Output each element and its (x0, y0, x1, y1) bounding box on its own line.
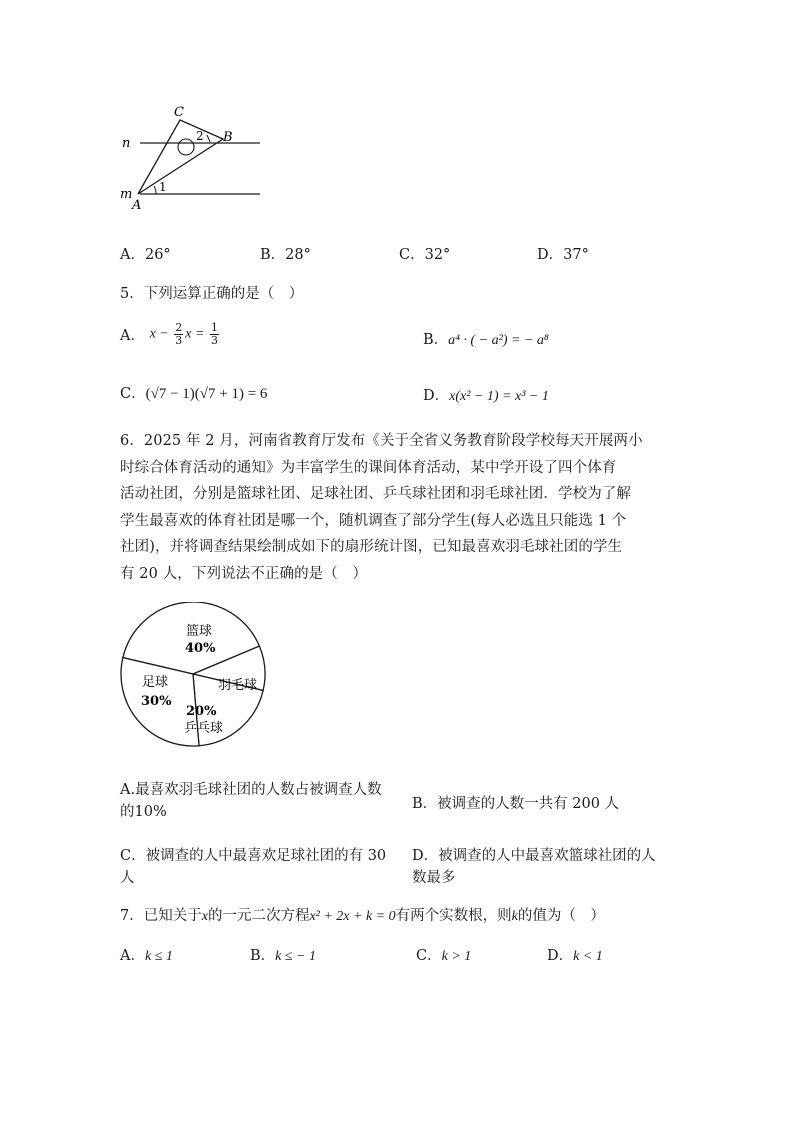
q5-option-d[interactable] (423, 384, 549, 405)
q7-option-c[interactable] (416, 944, 471, 965)
pie-label-badminton: 羽毛球 (218, 678, 258, 693)
option-expr: k < 1 (573, 949, 603, 964)
option-letter: B． (423, 332, 449, 348)
q6-line: 活动社团，分别是篮球社团、足球社团、乒乓球社团和羽毛球社团．学校为了解 (120, 486, 631, 502)
var-x: x (201, 909, 208, 924)
label-c: C (174, 105, 184, 120)
option-line: C．被调查的人中最喜欢足球社团的有 30 (120, 848, 387, 864)
angle-2-mark (207, 135, 210, 142)
pie-pct-pingpong: 20% (186, 704, 217, 719)
q6-option-a[interactable] (120, 779, 382, 823)
option-letter: D． (547, 948, 574, 964)
option-expr: k ≤ − 1 (275, 949, 317, 964)
q4-option-a[interactable] (120, 243, 171, 264)
option-expr: k ≤ 1 (144, 949, 173, 964)
option-letter: C． (416, 948, 442, 964)
option-line: 人 (120, 870, 135, 886)
q4-option-c[interactable] (399, 243, 450, 264)
pie-label-basketball: 篮球 (186, 624, 213, 639)
option-line: 数最多 (412, 870, 456, 886)
fraction-two-thirds: $\frac{2}{3}$ (175, 321, 183, 347)
equation: x² + 2x + k = 0 (309, 909, 396, 924)
option-letter: C． (399, 247, 425, 263)
q6-line: 社团)，并将调查结果绘制成如下的扇形统计图，已知最喜欢羽毛球社团的学生 (120, 539, 623, 555)
q6-line: 6．2025 年 2 月，河南省教育厅发布《关于全省义务教育阶段学校每天开展两小 (120, 433, 643, 449)
pie-chart (118, 602, 272, 752)
label-n: n (122, 136, 131, 151)
circle-mark (178, 139, 194, 155)
q4-option-b[interactable] (260, 243, 311, 264)
pie-pct-football: 30% (141, 694, 172, 709)
option-text: 26° (144, 247, 171, 263)
label-angle-1: 1 (159, 180, 167, 194)
option-line: D．被调查的人中最喜欢篮球社团的人 (412, 848, 656, 864)
label-b: B (223, 130, 233, 145)
q7-option-b[interactable] (250, 944, 316, 965)
q6-stem (120, 428, 686, 587)
var-k: k (511, 909, 518, 924)
option-expr: k > 1 (441, 949, 472, 964)
geometry-figure (110, 98, 270, 213)
option-text: 37° (563, 247, 589, 263)
q6-line: 时综合体育活动的通知》为丰富学生的课间体育活动，某中学开设了四个体育 (120, 459, 617, 476)
expr-pre: x − (149, 326, 173, 342)
q7-text-post: 的值为（ ） (517, 908, 605, 924)
expr-mid: x = (185, 326, 208, 342)
option-letter: B． (260, 247, 286, 263)
option-text: 28° (285, 247, 311, 263)
option-letter: D． (537, 247, 564, 263)
q6-line: 学生最喜欢的体育社团是哪一个，随机调查了部分学生(每人必选且只能选 1 个 (120, 512, 627, 529)
pie-label-football: 足球 (142, 675, 169, 690)
q7-stem (120, 904, 605, 925)
option-letter: A． (120, 328, 145, 344)
option-letter: A． (120, 948, 145, 964)
q5-option-b[interactable] (423, 328, 549, 349)
q6-option-b[interactable]: B．被调查的人数一共有 200 人 (412, 796, 620, 812)
q7-option-a[interactable] (120, 944, 173, 965)
option-expr: a⁴ · ( − a²) = − a⁸ (448, 333, 549, 348)
angle-1-arc (154, 186, 156, 194)
option-line: A.最喜欢羽毛球社团的人数占被调查人数 (120, 782, 382, 798)
option-expr: (√7 − 1)(√7 + 1) = 6 (145, 386, 268, 402)
label-angle-2: 2 (196, 129, 204, 143)
q5-option-c[interactable] (120, 382, 267, 403)
q7-text-pre: 7．已知关于 (120, 908, 202, 924)
q6-option-d[interactable] (412, 845, 656, 889)
pie-pct-basketball: 40% (185, 641, 216, 656)
option-expr: x(x² − 1) = x³ − 1 (449, 389, 549, 404)
option-line: 的10% (120, 804, 167, 820)
pie-label-pingpong: 乒乓球 (184, 721, 224, 736)
q4-option-d[interactable] (537, 243, 589, 264)
triangle-abc (138, 120, 223, 194)
q5-stem: 5．下列运算正确的是（ ） (120, 286, 304, 302)
fraction-one-third: $\frac{1}{3}$ (210, 321, 218, 347)
option-letter: D． (423, 388, 450, 404)
q7-text-mid2: 有两个实数根，则 (395, 908, 512, 924)
q7-option-d[interactable] (547, 944, 603, 965)
option-letter: B． (250, 948, 276, 964)
q6-option-c[interactable] (120, 845, 386, 889)
q7-text-mid: 的一元二次方程 (207, 908, 310, 924)
label-m: m (120, 187, 133, 202)
q6-line: 有 20 人，下列说法不正确的是（ ） (120, 565, 368, 582)
q5-option-a[interactable] (120, 322, 221, 347)
option-letter: C． (120, 386, 146, 402)
option-text: 32° (424, 247, 451, 263)
option-letter: A． (120, 247, 145, 263)
label-a: A (132, 198, 142, 213)
